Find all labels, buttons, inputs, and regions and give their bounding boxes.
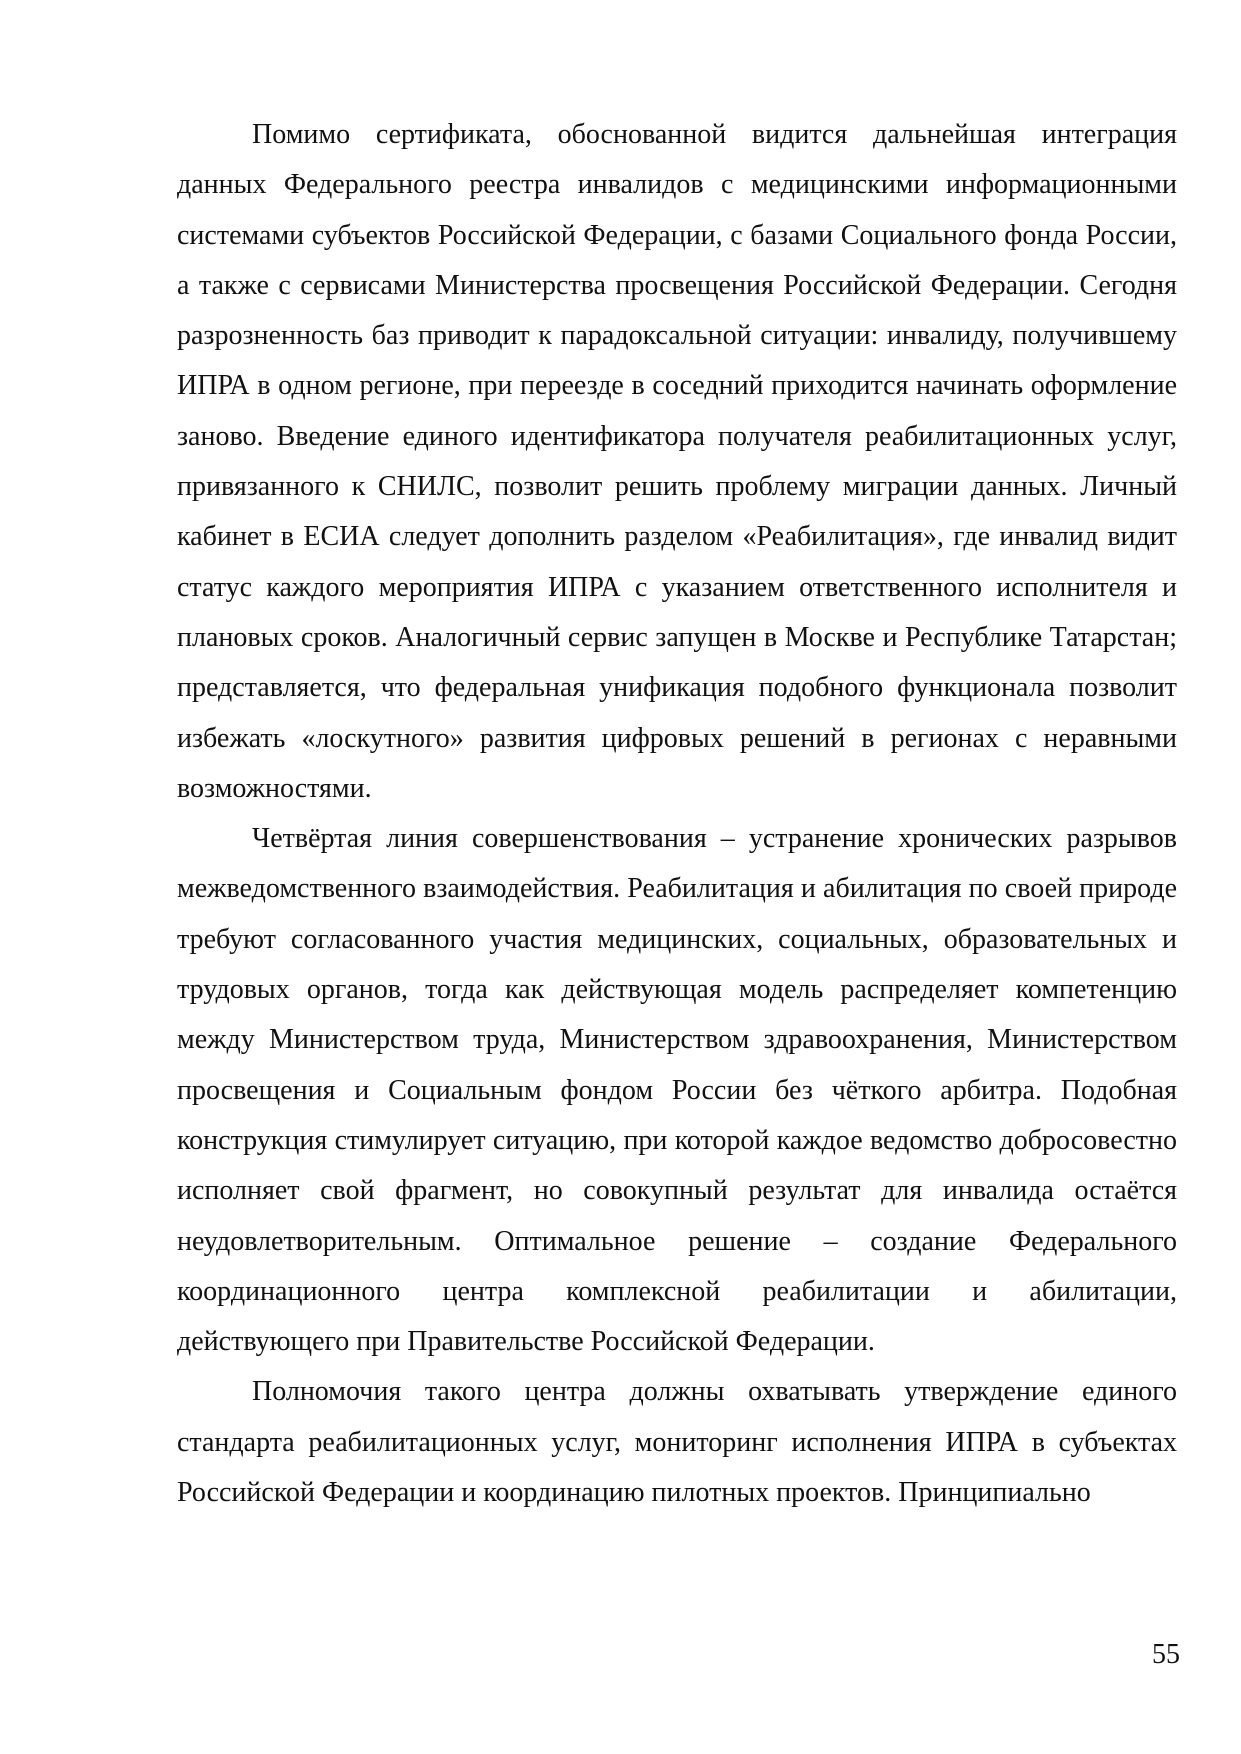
paragraph-3: Полномочия такого центра должны охватывать утверждение единого стандарта реабилитационных услуг, мониторинг исполнения ИПРА в субъектах Российской Федерации и координацию пилотных проектов. Принципиально	[177, 1376, 1177, 1509]
page-number: 55	[1152, 1639, 1180, 1670]
paragraph-2: Четвёртая линия совершенствования – устранение хронических разрывов межведомственного взаимодействия. Реабилитация и абилитация по своей природе требуют согласованного участия медицинских, социальных, образовательных и трудовых органов, тогда как действующая модель распределяет компетенцию между Министерством труда, Министерством здравоохранения, Министерством просвещения и Социальным фондом России без чёткого арбитра. Подобная конструкция стимулирует ситуацию, при которой каждое ведомство добросовестно исполняет свой фрагмент, но совокупный результат для инвалида остаётся неудовлетворительным. Оптимальное решение – создание Федерального координационного центра комплексной реабилитации и абилитации, действующего при Правительстве Российской Федерации.	[177, 823, 1177, 1358]
paragraph-1: Помимо сертификата, обоснованной видится дальнейшая интеграция данных Федерального реестра инвалидов с медицинскими информационными системами субъектов Российской Федерации, с базами Социального фонда России, а также с сервисами Министерства просвещения Российской Федерации. Сегодня разрозненность баз приводит к парадоксальной ситуации: инвалиду, получившему ИПРА в одном регионе, при переезде в соседний приходится начинать оформление заново. Введение единого идентификатора получателя реабилитационных услуг, привязанного к СНИЛС, позволит решить проблему миграции данных. Личный кабинет в ЕСИА следует дополнить разделом «Реабилитация», где инвалид видит статус каждого мероприятия ИПРА с указанием ответственного исполнителя и плановых сроков. Аналогичный сервис запущен в Москве и Республике Татарстан; представляется, что федеральная унификация подобного функционала позволит избежать «лоскутного» развития цифровых решений в регионах с неравными возможностями.	[177, 119, 1177, 804]
body-text	[177, 110, 1177, 1518]
